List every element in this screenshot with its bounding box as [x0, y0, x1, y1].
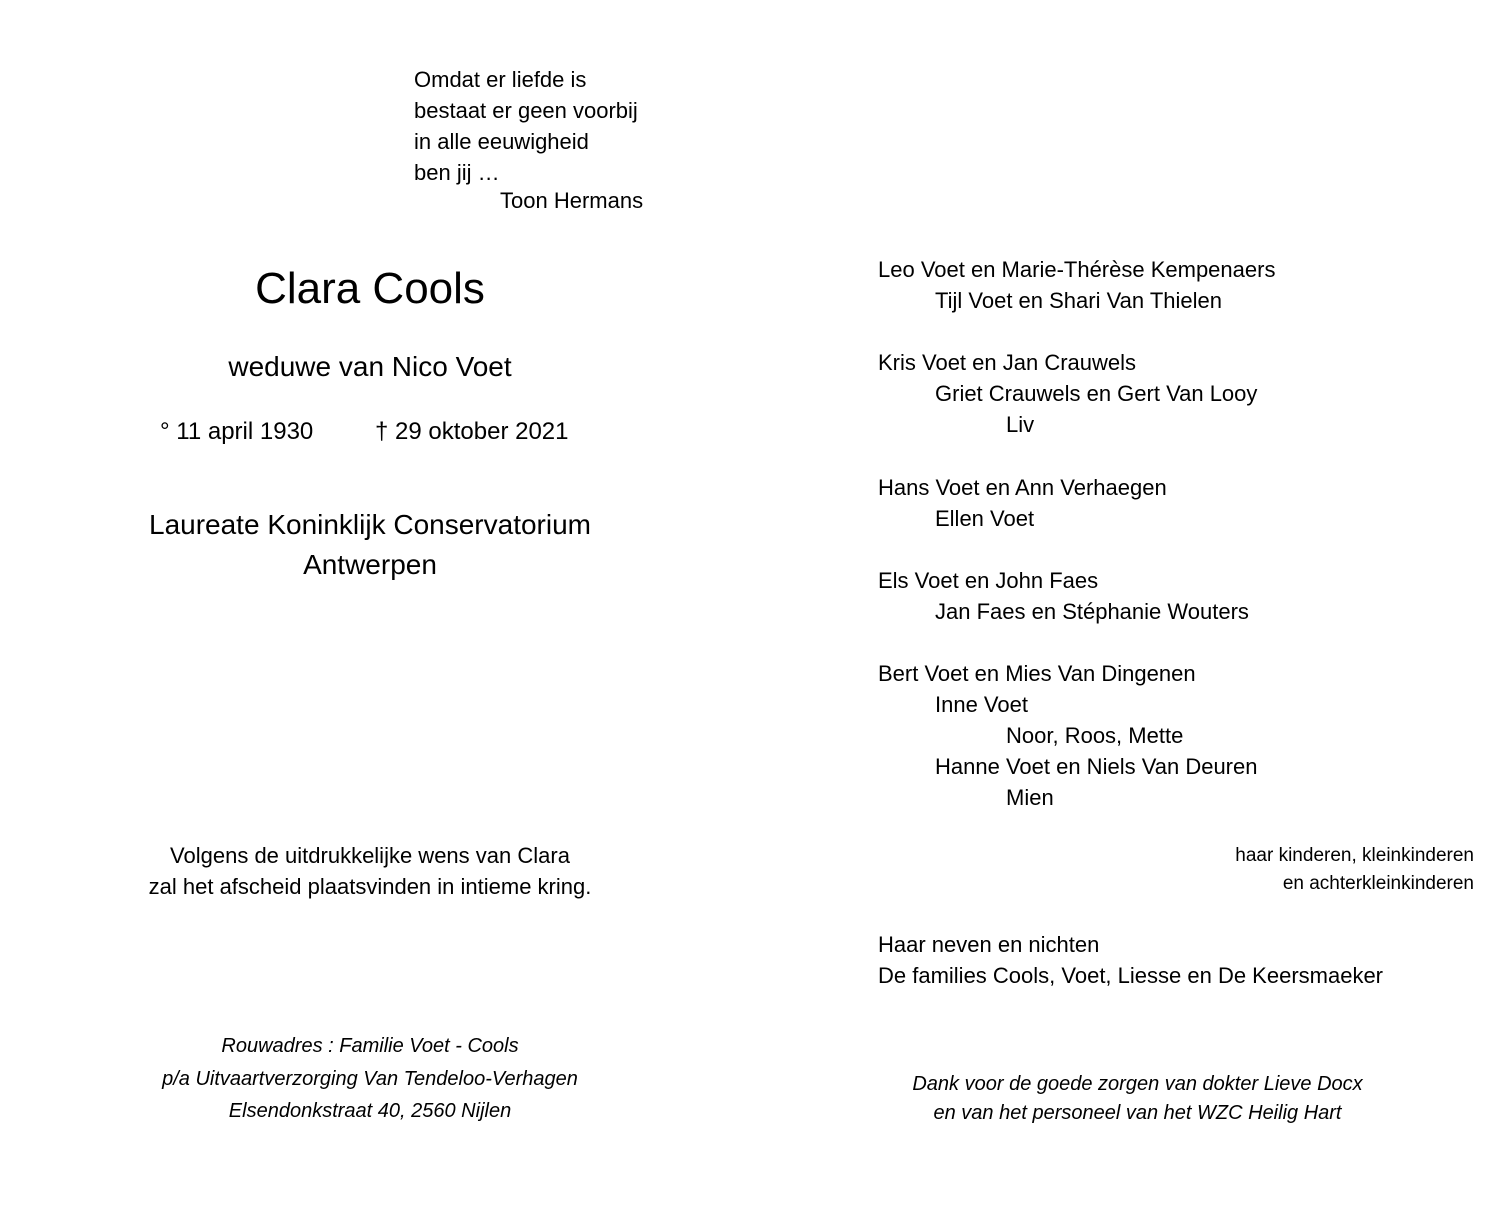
poem — [414, 64, 638, 188]
family-member: Hanne Voet en Niels Van Deuren — [935, 754, 1258, 779]
title-line: Antwerpen — [303, 549, 437, 580]
wish-line: Volgens de uitdrukkelijke wens van Clara — [170, 843, 570, 868]
relation-line: en achterkleinkinderen — [1282, 873, 1474, 894]
wish-line: zal het afscheid plaatsvinden in intieme kring. — [148, 874, 592, 899]
poem-line: Omdat er liefde is — [414, 67, 587, 92]
address-line: p/a Uitvaartverzorging Van Tendeloo-Verhagen — [162, 1068, 578, 1090]
deceased-name: Clara Cools — [255, 264, 485, 313]
family-member: Mien — [1006, 785, 1054, 810]
title-line: Laureate Koninklijk Conservatorium — [149, 509, 591, 540]
widow-of: weduwe van Nico Voet — [228, 351, 512, 382]
address-line: Elsendonkstraat 40, 2560 Nijlen — [228, 1100, 512, 1122]
family-member: Inne Voet — [935, 692, 1028, 717]
family-member: Tijl Voet en Shari Van Thielen — [935, 288, 1222, 313]
poem-line: in alle eeuwigheid — [414, 129, 589, 154]
address-line: Rouwadres : Familie Voet - Cools — [221, 1035, 519, 1057]
family-member: Bert Voet en Mies Van Dingenen — [878, 661, 1196, 686]
family-member: Jan Faes en Stéphanie Wouters — [935, 599, 1249, 624]
thanks-line: en van het personeel van het WZC Heilig Hart — [933, 1102, 1342, 1124]
family-member: Hans Voet en Ann Verhaegen — [878, 475, 1167, 500]
birth-date: ° 11 april 1930 — [160, 418, 314, 445]
family-member: Leo Voet en Marie-Thérèse Kempenaers — [878, 257, 1276, 282]
family-member: Kris Voet en Jan Crauwels — [878, 350, 1137, 375]
family-member: Liv — [1006, 412, 1035, 437]
poem-line: bestaat er geen voorbij — [414, 98, 638, 123]
extended-family: Haar neven en nichten — [878, 932, 1100, 957]
poem-line: ben jij … — [414, 160, 500, 185]
family-member: Els Voet en John Faes — [878, 568, 1099, 593]
family-member: Ellen Voet — [935, 506, 1035, 531]
family-member: Noor, Roos, Mette — [1006, 723, 1184, 748]
relation-line: haar kinderen, kleinkinderen — [1235, 845, 1474, 866]
extended-family: De families Cools, Voet, Liesse en De Keersmaeker — [878, 963, 1384, 988]
thanks-line: Dank voor de goede zorgen van dokter Lieve Docx — [912, 1073, 1363, 1095]
family-member: Griet Crauwels en Gert Van Looy — [935, 381, 1258, 406]
poem-author: Toon Hermans — [500, 188, 644, 213]
death-date: † 29 oktober 2021 — [375, 418, 569, 445]
